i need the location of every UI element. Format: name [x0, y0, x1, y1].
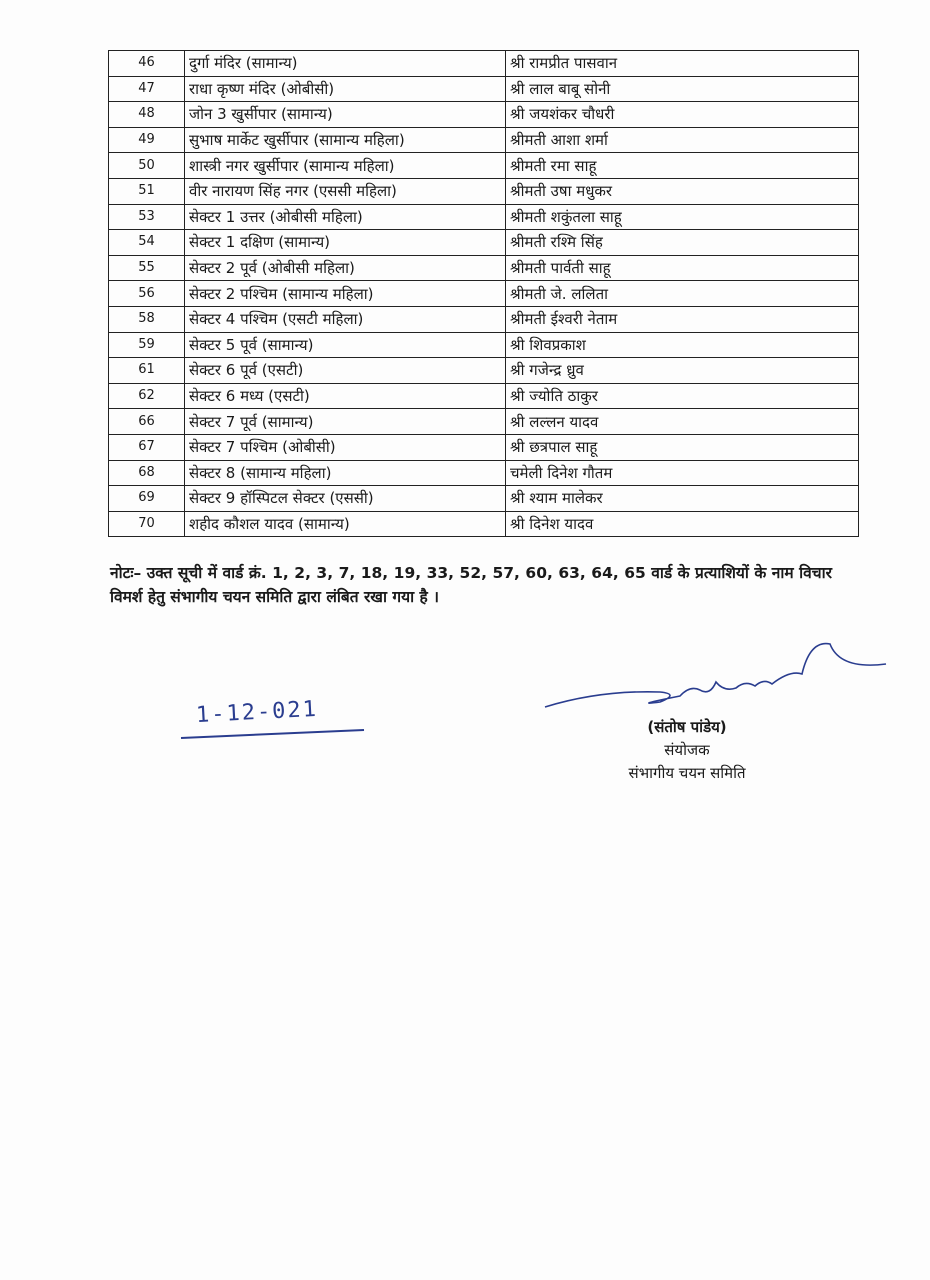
- ward-number-cell: 47: [109, 76, 185, 102]
- ward-name-cell: सेक्टर 6 पूर्व (एसटी): [185, 358, 506, 384]
- candidate-name-cell: श्रीमती आशा शर्मा: [506, 127, 859, 153]
- candidate-name-cell: श्रीमती रश्मि सिंह: [506, 230, 859, 256]
- ward-name-cell: दुर्गा मंदिर (सामान्य): [185, 51, 506, 77]
- ward-number-cell: 62: [109, 383, 185, 409]
- ward-name-cell: राधा कृष्ण मंदिर (ओबीसी): [185, 76, 506, 102]
- ward-number-cell: 61: [109, 358, 185, 384]
- ward-name-cell: सेक्टर 2 पूर्व (ओबीसी महिला): [185, 255, 506, 281]
- candidate-name-cell: श्री छत्रपाल साहू: [506, 434, 859, 460]
- candidate-name-cell: श्री शिवप्रकाश: [506, 332, 859, 358]
- ward-number-cell: 49: [109, 127, 185, 153]
- candidate-name-cell: श्री रामप्रीत पासवान: [506, 51, 859, 77]
- handwritten-date: 1-12-021: [195, 696, 319, 729]
- candidate-name-cell: श्रीमती जे. ललिता: [506, 281, 859, 307]
- table-row: [109, 383, 859, 409]
- ward-name-cell: सेक्टर 2 पश्चिम (सामान्य महिला): [185, 281, 506, 307]
- table-row: [109, 178, 859, 204]
- ward-name-cell: सेक्टर 7 पश्चिम (ओबीसी): [185, 434, 506, 460]
- date-underline: [178, 718, 368, 748]
- ward-number-cell: 55: [109, 255, 185, 281]
- candidate-name-cell: श्रीमती रमा साहू: [506, 153, 859, 179]
- table-row: [109, 51, 859, 77]
- candidate-name-cell: श्री श्याम मालेकर: [506, 486, 859, 512]
- ward-name-cell: सेक्टर 1 उत्तर (ओबीसी महिला): [185, 204, 506, 230]
- ward-number-cell: 69: [109, 486, 185, 512]
- table-row: [109, 230, 859, 256]
- candidate-name-cell: श्री लल्लन यादव: [506, 409, 859, 435]
- signatory-name: (संतोष पांडेय): [647, 718, 727, 736]
- table-row: [109, 460, 859, 486]
- table-row: [109, 486, 859, 512]
- table-row: [109, 434, 859, 460]
- signatory-title: संयोजक: [664, 741, 710, 759]
- candidate-name-cell: श्री दिनेश यादव: [506, 511, 859, 537]
- table-row: [109, 204, 859, 230]
- candidate-name-cell: श्रीमती ईश्वरी नेताम: [506, 306, 859, 332]
- ward-number-cell: 53: [109, 204, 185, 230]
- table-row: [109, 153, 859, 179]
- table-row: [109, 306, 859, 332]
- table-row: [109, 511, 859, 537]
- table-row: [109, 409, 859, 435]
- ward-candidate-table: [108, 50, 859, 537]
- ward-number-cell: 51: [109, 178, 185, 204]
- signature-scribble: [540, 630, 890, 730]
- ward-name-cell: शास्त्री नगर खुर्सीपार (सामान्य महिला): [185, 153, 506, 179]
- table-row: [109, 358, 859, 384]
- ward-name-cell: सेक्टर 6 मध्य (एसटी): [185, 383, 506, 409]
- candidate-name-cell: श्री ज्योति ठाकुर: [506, 383, 859, 409]
- ward-number-cell: 59: [109, 332, 185, 358]
- ward-number-cell: 50: [109, 153, 185, 179]
- ward-number-cell: 46: [109, 51, 185, 77]
- ward-number-cell: 66: [109, 409, 185, 435]
- table-row: [109, 76, 859, 102]
- ward-name-cell: शहीद कौशल यादव (सामान्य): [185, 511, 506, 537]
- ward-name-cell: सेक्टर 1 दक्षिण (सामान्य): [185, 230, 506, 256]
- candidate-name-cell: श्रीमती शकुंतला साहू: [506, 204, 859, 230]
- candidate-name-cell: चमेली दिनेश गौतम: [506, 460, 859, 486]
- table-row: [109, 281, 859, 307]
- candidate-name-cell: श्री लाल बाबू सोनी: [506, 76, 859, 102]
- candidate-name-cell: श्रीमती पार्वती साहू: [506, 255, 859, 281]
- table-row: [109, 127, 859, 153]
- ward-name-cell: सेक्टर 4 पश्चिम (एसटी महिला): [185, 306, 506, 332]
- note-text: नोटः– उक्त सूची में वार्ड क्रं. 1, 2, 3, 7, 18, 19, 33, 52, 57, 60, 63, 64, 65 वार्ड के प्रत्याशियों के नाम विचार विमर्श हेतु संभागीय चयन समिति द्वारा लंबित रखा गया है ।: [110, 564, 832, 606]
- ward-name-cell: सेक्टर 8 (सामान्य महिला): [185, 460, 506, 486]
- ward-number-cell: 70: [109, 511, 185, 537]
- table-row: [109, 332, 859, 358]
- table-row: [109, 255, 859, 281]
- candidate-name-cell: श्री गजेन्द्र ध्रुव: [506, 358, 859, 384]
- candidate-name-cell: श्रीमती उषा मधुकर: [506, 178, 859, 204]
- signatory-committee: संभागीय चयन समिति: [628, 764, 746, 782]
- signatory-block: [612, 716, 762, 785]
- ward-name-cell: सुभाष मार्केट खुर्सीपार (सामान्य महिला): [185, 127, 506, 153]
- ward-number-cell: 54: [109, 230, 185, 256]
- candidate-name-cell: श्री जयशंकर चौधरी: [506, 102, 859, 128]
- ward-number-cell: 67: [109, 434, 185, 460]
- ward-name-cell: जोन 3 खुर्सीपार (सामान्य): [185, 102, 506, 128]
- table-row: [109, 102, 859, 128]
- ward-name-cell: सेक्टर 7 पूर्व (सामान्य): [185, 409, 506, 435]
- ward-name-cell: सेक्टर 5 पूर्व (सामान्य): [185, 332, 506, 358]
- ward-number-cell: 56: [109, 281, 185, 307]
- ward-number-cell: 48: [109, 102, 185, 128]
- ward-name-cell: सेक्टर 9 हॉस्पिटल सेक्टर (एससी): [185, 486, 506, 512]
- ward-number-cell: 58: [109, 306, 185, 332]
- ward-name-cell: वीर नारायण सिंह नगर (एससी महिला): [185, 178, 506, 204]
- ward-number-cell: 68: [109, 460, 185, 486]
